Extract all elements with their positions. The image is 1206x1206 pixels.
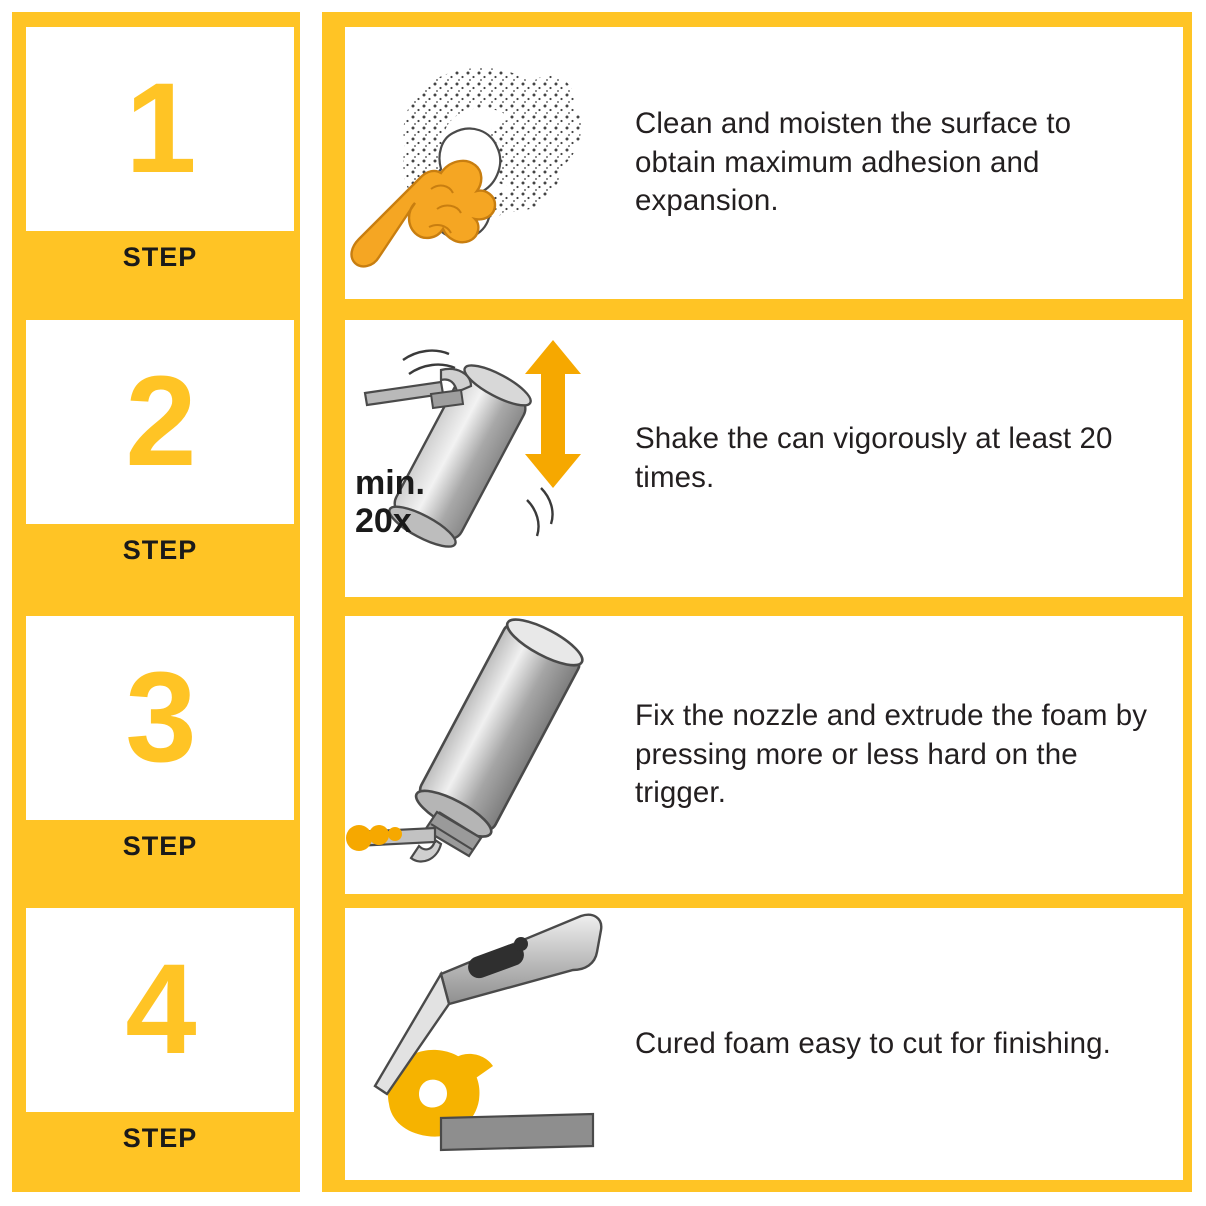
step-badge-column <box>26 0 298 1206</box>
shaking-foam-can-icon <box>345 320 635 597</box>
step-label-box-4 <box>26 1112 294 1165</box>
instruction-text-3: Fix the nozzle and extrude the foam by pressing more or less hard on the trigger. <box>635 698 1148 810</box>
step-label-box-3 <box>26 820 294 873</box>
step-number-box-3 <box>26 616 294 820</box>
instruction-panel-column <box>345 0 1183 1206</box>
foam-gun-handle <box>365 369 471 408</box>
extruded-foam <box>346 825 402 851</box>
gloved-hand <box>352 161 495 267</box>
step-label-box-2 <box>26 524 294 577</box>
step-number-box-4 <box>26 908 294 1112</box>
step-number-3: 3 <box>125 646 195 789</box>
step-badge-3 <box>26 616 294 873</box>
substrate <box>441 1114 593 1150</box>
step-number-box-2 <box>26 320 294 524</box>
caption-20x: 20x <box>355 502 412 540</box>
step-badge-1 <box>26 27 294 284</box>
instruction-text-1: Clean and moisten the surface to obtain maximum adhesion and expansion. <box>635 106 1072 218</box>
step-badge-4 <box>26 908 294 1165</box>
instruction-panel-3 <box>345 616 1183 894</box>
step-number-2: 2 <box>125 350 195 493</box>
instruction-panel-2 <box>345 320 1183 597</box>
border-left <box>0 0 12 1206</box>
step-number-box-1 <box>26 27 294 231</box>
shake-arrow <box>525 340 581 488</box>
caption-min: min. <box>355 464 425 502</box>
step-label-1: STEP <box>122 242 198 272</box>
instruction-text-4: Cured foam easy to cut for finishing. <box>635 1026 1111 1060</box>
gloved-hand-wiping-wall-icon <box>345 27 635 299</box>
step-label-4: STEP <box>122 1123 198 1153</box>
border-right <box>1192 0 1206 1206</box>
foam-gun-extruding-icon <box>345 616 635 894</box>
step-label-2: STEP <box>122 535 198 565</box>
step-badge-2 <box>26 320 294 577</box>
utility-knife-cutting-foam-icon <box>345 908 635 1180</box>
instruction-panel-4 <box>345 908 1183 1180</box>
column-divider <box>300 0 322 1206</box>
step-label-3: STEP <box>122 831 198 861</box>
step-number-4: 4 <box>125 938 195 1081</box>
step-label-box-1 <box>26 231 294 284</box>
instruction-text-2: Shake the can vigorously at least 20 times. <box>635 421 1113 494</box>
instruction-panel-1 <box>345 27 1183 299</box>
step-number-1: 1 <box>125 57 195 200</box>
